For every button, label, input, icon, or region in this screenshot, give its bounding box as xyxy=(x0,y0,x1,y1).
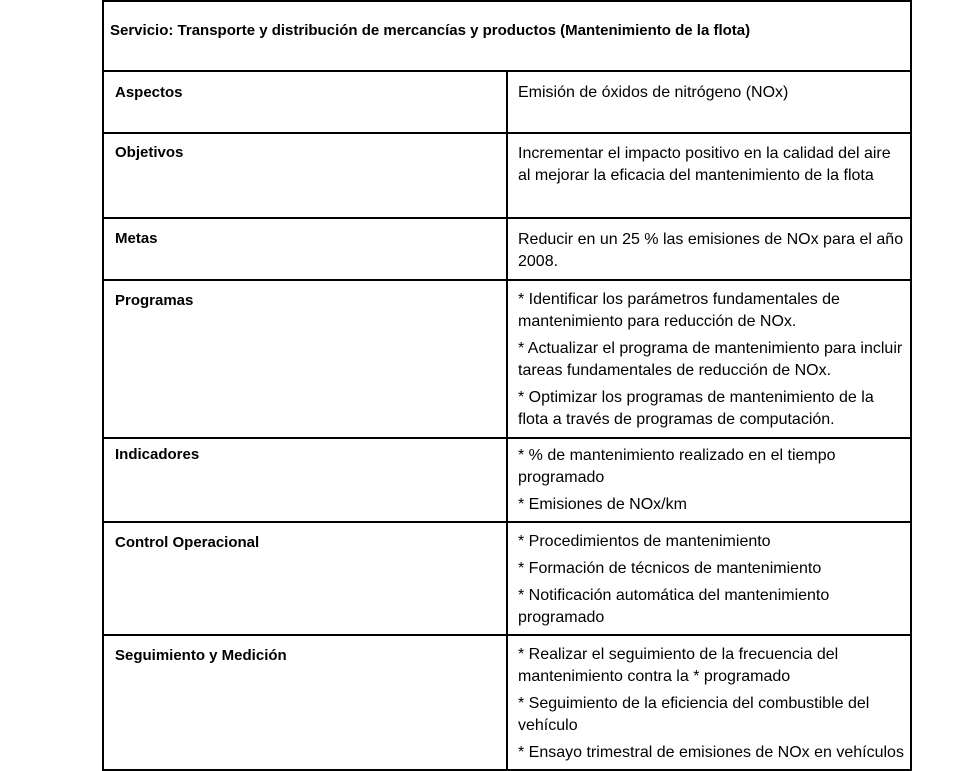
seguimiento-item: * Realizar el seguimiento de la frecuencia del mantenimiento contra la * programado xyxy=(518,646,839,685)
seguimiento-item: * Ensayo trimestral de emisiones de NOx en vehículos xyxy=(518,744,904,761)
control-item: * Procedimientos de mantenimiento xyxy=(518,533,771,550)
table-row-objetivos xyxy=(103,133,911,218)
table-header-row xyxy=(103,1,911,71)
row-label-indicadores: Indicadores xyxy=(103,438,507,522)
programas-item: * Optimizar los programas de mantenimiento de la flota a través de programas de computación. xyxy=(518,389,874,428)
row-label-objetivos: Objetivos xyxy=(103,133,507,218)
row-label-control-operacional: Control Operacional xyxy=(103,522,507,635)
row-value-aspectos xyxy=(507,71,911,133)
service-title: Servicio: Transporte y distribución de mercancías y productos (Mantenimiento de la flota) xyxy=(103,1,911,71)
table-row-aspectos xyxy=(103,71,911,133)
indicadores-item: * % de mantenimiento realizado en el tiempo programado xyxy=(518,447,836,486)
table-row-metas xyxy=(103,218,911,280)
table-row-indicadores xyxy=(103,438,911,522)
environmental-plan-table xyxy=(102,0,912,771)
table-row-programas xyxy=(103,280,911,438)
table-row-seguimiento xyxy=(103,635,911,770)
row-value-metas xyxy=(507,218,911,280)
table-row-control-operacional xyxy=(103,522,911,635)
row-value-control-operacional xyxy=(507,522,911,635)
programas-item: * Identificar los parámetros fundamentales de mantenimiento para reducción de NOx. xyxy=(518,291,840,330)
row-label-metas: Metas xyxy=(103,218,507,280)
row-value-seguimiento xyxy=(507,635,911,770)
row-label-seguimiento: Seguimiento y Medición xyxy=(103,635,507,770)
control-item: * Formación de técnicos de mantenimiento xyxy=(518,560,822,577)
row-value-programas xyxy=(507,280,911,438)
row-label-aspectos: Aspectos xyxy=(103,71,507,133)
objetivos-item: Incrementar el impacto positivo en la calidad del aire al mejorar la eficacia del mantenimiento de la flota xyxy=(518,145,891,184)
seguimiento-item: * Seguimiento de la eficiencia del combustible del vehículo xyxy=(518,695,870,734)
aspectos-item: Emisión de óxidos de nitrógeno (NOx) xyxy=(518,84,789,101)
indicadores-item: * Emisiones de NOx/km xyxy=(518,496,687,513)
metas-item: Reducir en un 25 % las emisiones de NOx para el año 2008. xyxy=(518,231,904,270)
control-item: * Notificación automática del mantenimiento programado xyxy=(518,587,830,626)
row-value-objetivos xyxy=(507,133,911,218)
row-label-programas: Programas xyxy=(103,280,507,438)
row-value-indicadores xyxy=(507,438,911,522)
programas-item: * Actualizar el programa de mantenimiento para incluir tareas fundamentales de reducción de NOx. xyxy=(518,340,903,379)
